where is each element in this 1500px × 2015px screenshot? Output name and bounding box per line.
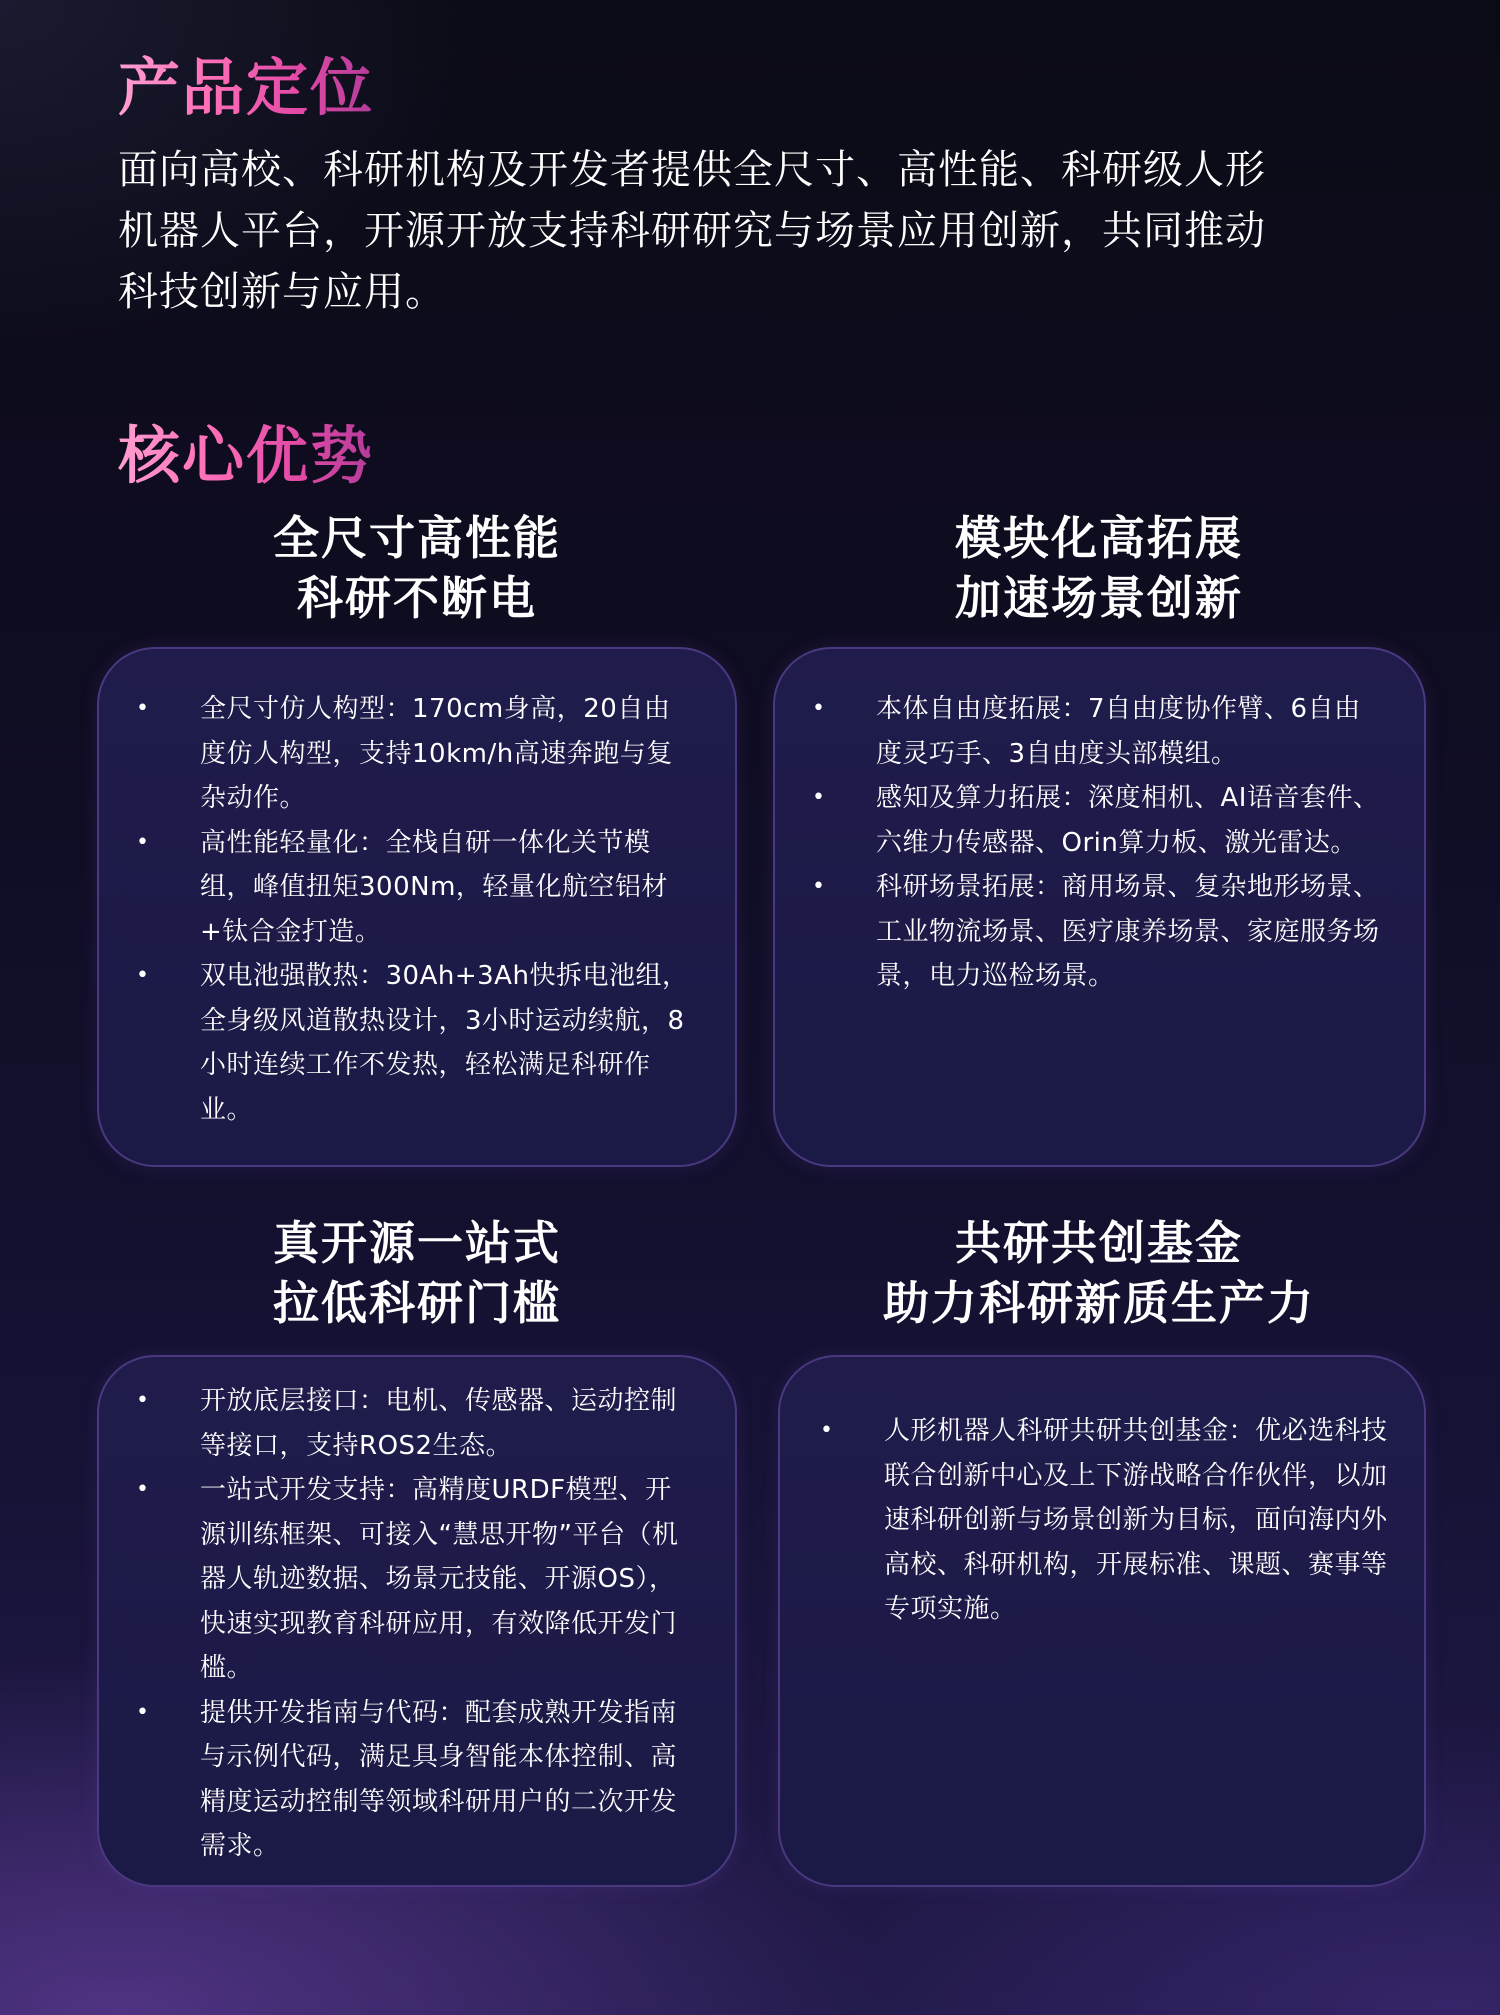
feature-text: 本体自由度拓展：7自由度协作臂、6自由度灵巧手、3自由度头部模组。	[876, 694, 1361, 769]
heading-line: 共研共创基金	[955, 1216, 1243, 1270]
advantage-heading-full-size	[97, 508, 737, 628]
positioning-line: 面向高校、科研机构及开发者提供全尺寸、高性能、科研级人形	[118, 147, 1266, 193]
heading-line: 拉低科研门槛	[273, 1276, 561, 1330]
bullet-icon: •	[136, 696, 150, 721]
heading-line: 科研不断电	[297, 571, 537, 625]
bullet-icon: •	[136, 1477, 150, 1502]
feature-text: 提供开发指南与代码：配套成熟开发指南与示例代码，满足具身智能本体控制、高精度运动控制等领域科研用户的二次开发需求。	[200, 1697, 678, 1861]
positioning-line: 科技创新与应用。	[118, 269, 446, 315]
feature-item	[775, 865, 1384, 999]
heading-line: 助力科研新质生产力	[883, 1276, 1315, 1330]
feature-text: 一站式开发支持：高精度URDF模型、开源训练框架、可接入“慧思开物”平台（机器人轨迹数据、场景元技能、开源OS），快速实现教育科研应用，有效降低开发门槛。	[200, 1475, 679, 1683]
advantage-card-modular	[773, 647, 1426, 1167]
feature-text: 开放底层接口：电机、传感器、运动控制等接口，支持ROS2生态。	[200, 1386, 678, 1461]
advantage-heading-fund	[779, 1213, 1419, 1333]
feature-item	[99, 1379, 695, 1468]
bullet-icon: •	[136, 1699, 150, 1725]
bullet-icon: •	[812, 696, 826, 721]
bullet-icon: •	[136, 963, 150, 988]
advantage-card-full-size	[97, 647, 737, 1167]
advantage-card-fund	[778, 1355, 1426, 1887]
feature-list	[99, 649, 735, 1132]
heading-line: 模块化高拓展	[955, 511, 1243, 565]
positioning-description	[118, 140, 1388, 323]
advantage-card-open-source	[97, 1355, 737, 1887]
heading-line: 真开源一站式	[273, 1216, 561, 1270]
feature-list	[99, 1357, 735, 1869]
bullet-icon: •	[136, 1388, 150, 1413]
feature-text: 高性能轻量化：全栈自研一体化关节模组，峰值扭矩300Nm，轻量化航空铝材+钛合金打造。	[200, 827, 668, 947]
feature-item	[99, 1691, 695, 1869]
heading-line: 全尺寸高性能	[273, 511, 561, 565]
feature-item	[99, 821, 695, 955]
bullet-icon: •	[812, 785, 826, 810]
feature-item	[99, 687, 695, 821]
feature-item	[780, 1409, 1388, 1632]
feature-list	[775, 649, 1424, 999]
bullet-icon: •	[136, 829, 150, 855]
bullet-icon: •	[820, 1418, 834, 1443]
feature-item	[99, 954, 695, 1132]
heading-line: 加速场景创新	[955, 571, 1243, 625]
section-title-positioning: 产品定位	[118, 38, 374, 127]
advantage-heading-open-source	[97, 1213, 737, 1333]
bullet-icon: •	[812, 874, 826, 899]
feature-list	[780, 1357, 1424, 1632]
feature-text: 感知及算力拓展：深度相机、AI语音套件、六维力传感器、Orin算力板、激光雷达。	[876, 783, 1380, 858]
positioning-line: 机器人平台，开源开放支持科研研究与场景应用创新，共同推动	[118, 208, 1266, 254]
advantage-heading-modular	[779, 508, 1419, 628]
feature-item	[99, 1468, 695, 1691]
section-title-advantages: 核心优势	[118, 406, 374, 495]
feature-item	[775, 687, 1384, 776]
feature-text: 全尺寸仿人构型：170cm身高，20自由度仿人构型，支持10km/h高速奔跑与复杂动作。	[200, 694, 673, 813]
feature-text: 科研场景拓展：商用场景、复杂地形场景、工业物流场景、医疗康养场景、家庭服务场景，电力巡检场景。	[876, 872, 1380, 991]
feature-text: 双电池强散热：30Ah+3Ah快拆电池组，全身级风道散热设计，3小时运动续航，8小时连续工作不发热，轻松满足科研作业。	[200, 961, 689, 1125]
feature-item	[775, 776, 1384, 865]
feature-text: 人形机器人科研共研共创基金：优必选科技联合创新中心及上下游战略合作伙伴，以加速科研创新与场景创新为目标，面向海内外高校、科研机构，开展标准、课题、赛事等专项实施。	[884, 1416, 1388, 1624]
